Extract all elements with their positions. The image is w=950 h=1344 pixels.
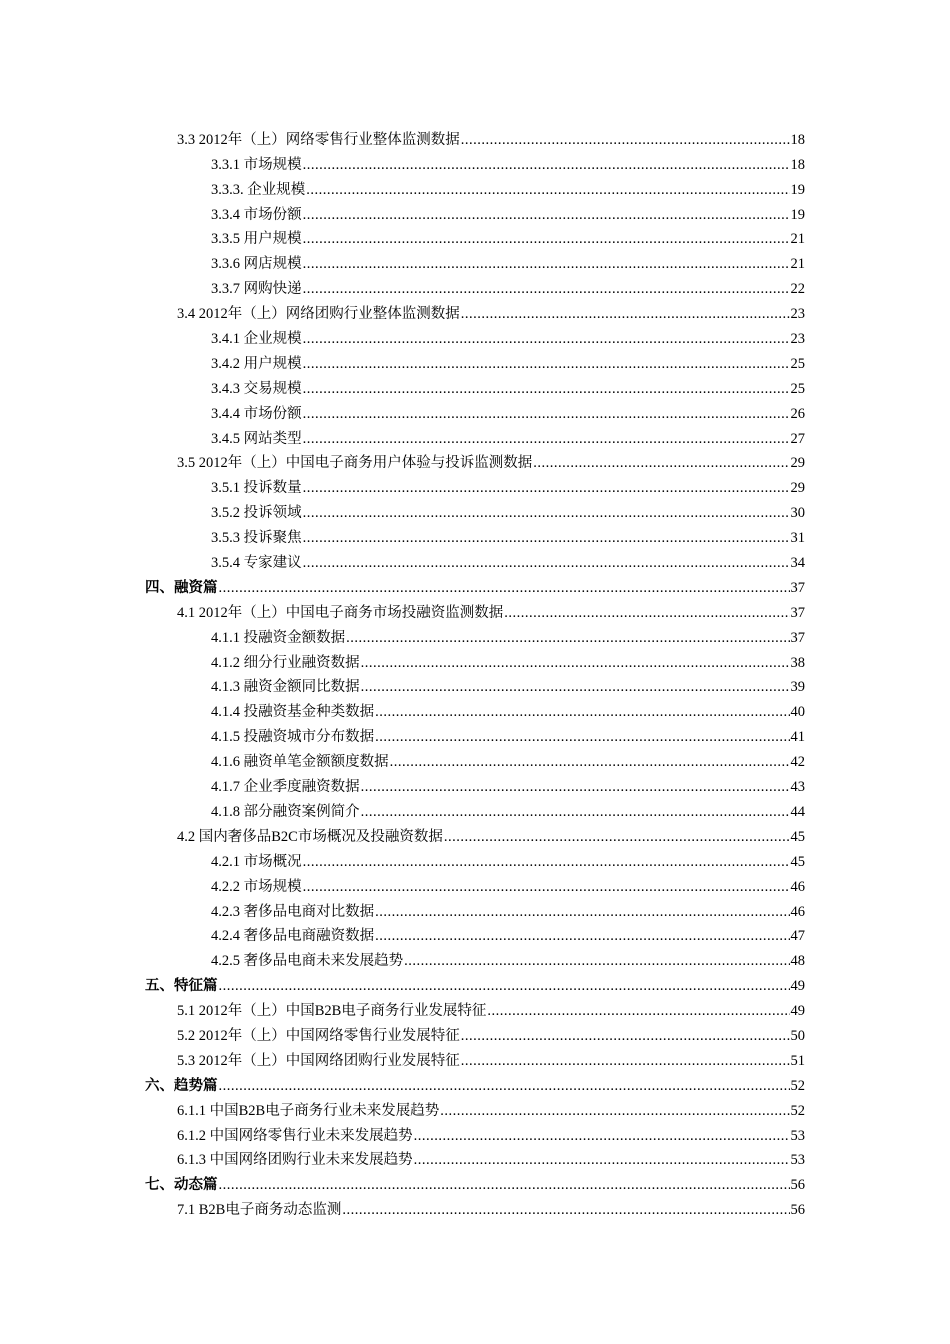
dot-leader xyxy=(303,380,790,398)
toc-entry-title: 4.1.7 企业季度融资数据 xyxy=(211,779,360,796)
toc-page-number: 19 xyxy=(790,181,805,198)
toc-entry-title: 7.1 B2B电子商务动态监测 xyxy=(177,1202,342,1219)
toc-page-number: 25 xyxy=(790,355,805,372)
toc-entry-title: 4.1.2 细分行业融资数据 xyxy=(211,654,360,671)
dot-leader xyxy=(219,579,790,597)
toc-entry-title: 4.1.4 投融资基金种类数据 xyxy=(211,704,375,721)
toc-page-number: 49 xyxy=(790,978,805,995)
dot-leader xyxy=(303,853,790,871)
toc-entry[interactable] xyxy=(0,149,950,174)
toc-entry-title: 4.2.4 奢侈品电商融资数据 xyxy=(211,928,375,945)
toc-entry[interactable] xyxy=(0,921,950,946)
toc-page-number: 51 xyxy=(790,1052,805,1069)
toc-page-number: 46 xyxy=(790,903,805,920)
dot-leader xyxy=(375,728,789,746)
toc-entry[interactable] xyxy=(0,647,950,672)
toc-entry[interactable] xyxy=(0,273,950,298)
dot-leader xyxy=(303,479,790,497)
dot-leader xyxy=(361,803,790,821)
dot-leader xyxy=(461,305,790,323)
dot-leader xyxy=(219,977,790,995)
toc-entry[interactable] xyxy=(0,1169,950,1194)
dot-leader xyxy=(303,255,790,273)
toc-entry-title: 3.5.2 投诉领域 xyxy=(211,505,302,522)
toc-entry[interactable] xyxy=(0,622,950,647)
toc-entry[interactable] xyxy=(0,174,950,199)
toc-entry[interactable] xyxy=(0,1145,950,1170)
toc-page-number: 52 xyxy=(790,1102,805,1119)
toc-entry[interactable] xyxy=(0,696,950,721)
toc-page-number: 38 xyxy=(790,654,805,671)
dot-leader xyxy=(361,778,790,796)
toc-entry-title: 6.1.2 中国网络零售行业未来发展趋势 xyxy=(177,1127,413,1144)
toc-entry-title: 3.3 2012年（上）网络零售行业整体监测数据 xyxy=(177,131,460,148)
toc-entry-title: 四、融资篇 xyxy=(145,579,218,596)
toc-page-number: 53 xyxy=(790,1152,805,1169)
dot-leader xyxy=(390,753,790,771)
dot-leader xyxy=(303,330,790,348)
toc-entry[interactable] xyxy=(0,497,950,522)
toc-entry[interactable] xyxy=(0,423,950,448)
toc-entry[interactable] xyxy=(0,472,950,497)
toc-entry-title: 3.4.1 企业规模 xyxy=(211,331,302,348)
toc-page-number: 29 xyxy=(790,480,805,497)
toc-entry[interactable] xyxy=(0,298,950,323)
toc-entry-title: 3.3.5 用户规模 xyxy=(211,231,302,248)
toc-entry-title: 4.2.5 奢侈品电商未来发展趋势 xyxy=(211,953,404,970)
toc-entry[interactable] xyxy=(0,597,950,622)
toc-page-number: 37 xyxy=(790,579,805,596)
toc-page-number: 37 xyxy=(790,604,805,621)
toc-page-number: 23 xyxy=(790,306,805,323)
toc-entry[interactable] xyxy=(0,821,950,846)
toc-entry-title: 6.1.1 中国B2B电子商务行业未来发展趋势 xyxy=(177,1102,440,1119)
toc-page-number: 22 xyxy=(790,281,805,298)
dot-leader xyxy=(303,405,790,423)
toc-page-number: 44 xyxy=(790,803,805,820)
dot-leader xyxy=(375,903,789,921)
toc-entry-title: 5.2 2012年（上）中国网络零售行业发展特征 xyxy=(177,1027,460,1044)
toc-page-number: 34 xyxy=(790,555,805,572)
dot-leader xyxy=(487,1002,789,1020)
table-of-contents xyxy=(0,124,950,1219)
toc-entry[interactable] xyxy=(0,672,950,697)
dot-leader xyxy=(504,604,789,622)
toc-entry[interactable] xyxy=(0,248,950,273)
toc-entry-title: 3.3.3. 企业规模 xyxy=(211,181,306,198)
toc-entry-title: 4.1.8 部分融资案例简介 xyxy=(211,803,360,820)
toc-page-number: 39 xyxy=(790,679,805,696)
toc-entry-title: 5.1 2012年（上）中国B2B电子商务行业发展特征 xyxy=(177,1003,487,1020)
toc-entry[interactable] xyxy=(0,1194,950,1219)
toc-entry[interactable] xyxy=(0,323,950,348)
toc-entry-title: 3.4.5 网站类型 xyxy=(211,430,302,447)
toc-entry[interactable] xyxy=(0,846,950,871)
toc-entry-title: 七、动态篇 xyxy=(145,1177,218,1194)
toc-page-number: 26 xyxy=(790,405,805,422)
toc-page-number: 30 xyxy=(790,505,805,522)
toc-entry-title: 3.3.7 网购快递 xyxy=(211,281,302,298)
toc-entry[interactable] xyxy=(0,522,950,547)
toc-page-number: 56 xyxy=(790,1177,805,1194)
toc-entry[interactable] xyxy=(0,721,950,746)
dot-leader xyxy=(303,206,790,224)
toc-entry[interactable] xyxy=(0,1095,950,1120)
toc-entry-title: 3.5.3 投诉聚焦 xyxy=(211,530,302,547)
toc-page-number: 21 xyxy=(790,231,805,248)
dot-leader xyxy=(444,828,790,846)
toc-page-number: 50 xyxy=(790,1027,805,1044)
dot-leader xyxy=(414,1151,790,1169)
dot-leader xyxy=(440,1102,789,1120)
toc-entry[interactable] xyxy=(0,945,950,970)
toc-entry-title: 4.1.5 投融资城市分布数据 xyxy=(211,729,375,746)
dot-leader xyxy=(306,181,789,199)
toc-entry-title: 5.3 2012年（上）中国网络团购行业发展特征 xyxy=(177,1052,460,1069)
toc-entry-title: 3.4.3 交易规模 xyxy=(211,380,302,397)
dot-leader xyxy=(342,1201,789,1219)
dot-leader xyxy=(303,230,790,248)
dot-leader xyxy=(219,1077,790,1095)
toc-page-number: 42 xyxy=(790,754,805,771)
toc-entry[interactable] xyxy=(0,1120,950,1145)
toc-entry-title: 4.2 国内奢侈品B2C市场概况及投融资数据 xyxy=(177,828,443,845)
toc-entry-title: 五、特征篇 xyxy=(145,978,218,995)
toc-entry[interactable] xyxy=(0,1045,950,1070)
toc-entry-title: 4.1.3 融资金额同比数据 xyxy=(211,679,360,696)
dot-leader xyxy=(533,454,789,472)
toc-page-number: 29 xyxy=(790,455,805,472)
toc-page-number: 25 xyxy=(790,380,805,397)
toc-entry[interactable] xyxy=(0,547,950,572)
toc-page-number: 56 xyxy=(790,1202,805,1219)
dot-leader xyxy=(303,504,790,522)
toc-entry-title: 3.3.4 市场份额 xyxy=(211,206,302,223)
dot-leader xyxy=(219,1176,790,1194)
toc-entry-title: 4.1.1 投融资金额数据 xyxy=(211,629,346,646)
dot-leader xyxy=(375,927,789,945)
toc-entry-title: 3.3.1 市场规模 xyxy=(211,156,302,173)
toc-page-number: 21 xyxy=(790,256,805,273)
toc-page-number: 46 xyxy=(790,878,805,895)
dot-leader xyxy=(461,1052,790,1070)
toc-entry-title: 3.4.4 市场份额 xyxy=(211,405,302,422)
toc-entry[interactable] xyxy=(0,572,950,597)
toc-entry[interactable] xyxy=(0,796,950,821)
toc-page-number: 49 xyxy=(790,1003,805,1020)
toc-entry[interactable] xyxy=(0,398,950,423)
toc-entry-title: 3.3.6 网店规模 xyxy=(211,256,302,273)
dot-leader xyxy=(461,1027,790,1045)
toc-page-number: 41 xyxy=(790,729,805,746)
toc-entry[interactable] xyxy=(0,448,950,473)
toc-entry[interactable] xyxy=(0,771,950,796)
toc-entry[interactable] xyxy=(0,1020,950,1045)
toc-page-number: 27 xyxy=(790,430,805,447)
dot-leader xyxy=(303,156,790,174)
toc-page-number: 18 xyxy=(790,156,805,173)
dot-leader xyxy=(361,654,790,672)
toc-entry[interactable] xyxy=(0,1070,950,1095)
toc-entry-title: 3.5.1 投诉数量 xyxy=(211,480,302,497)
dot-leader xyxy=(404,952,789,970)
toc-page-number: 31 xyxy=(790,530,805,547)
toc-page-number: 43 xyxy=(790,779,805,796)
toc-entry[interactable] xyxy=(0,970,950,995)
toc-page-number: 52 xyxy=(790,1077,805,1094)
toc-entry-title: 3.5.4 专家建议 xyxy=(211,555,302,572)
toc-entry-title: 4.1.6 融资单笔金额额度数据 xyxy=(211,754,389,771)
dot-leader xyxy=(303,529,790,547)
toc-entry-title: 六、趋势篇 xyxy=(145,1077,218,1094)
toc-entry-title: 3.4.2 用户规模 xyxy=(211,355,302,372)
dot-leader xyxy=(461,131,790,149)
toc-page-number: 23 xyxy=(790,331,805,348)
toc-entry[interactable] xyxy=(0,746,950,771)
dot-leader xyxy=(303,554,790,572)
toc-entry-title: 3.4 2012年（上）网络团购行业整体监测数据 xyxy=(177,306,460,323)
toc-page-number: 45 xyxy=(790,853,805,870)
dot-leader xyxy=(346,629,789,647)
toc-entry-title: 4.2.1 市场概况 xyxy=(211,853,302,870)
dot-leader xyxy=(375,703,789,721)
toc-entry-title: 3.5 2012年（上）中国电子商务用户体验与投诉监测数据 xyxy=(177,455,533,472)
toc-page-number: 40 xyxy=(790,704,805,721)
toc-page-number: 37 xyxy=(790,629,805,646)
dot-leader xyxy=(303,878,790,896)
toc-entry-title: 4.2.3 奢侈品电商对比数据 xyxy=(211,903,375,920)
dot-leader xyxy=(303,280,790,298)
toc-entry[interactable] xyxy=(0,199,950,224)
toc-entry[interactable] xyxy=(0,995,950,1020)
toc-page-number: 47 xyxy=(790,928,805,945)
toc-entry[interactable] xyxy=(0,871,950,896)
toc-page-number: 18 xyxy=(790,131,805,148)
toc-entry[interactable] xyxy=(0,348,950,373)
toc-page-number: 48 xyxy=(790,953,805,970)
dot-leader xyxy=(361,678,790,696)
toc-entry-title: 6.1.3 中国网络团购行业未来发展趋势 xyxy=(177,1152,413,1169)
toc-page-number: 53 xyxy=(790,1127,805,1144)
dot-leader xyxy=(414,1127,790,1145)
toc-entry[interactable] xyxy=(0,224,950,249)
toc-entry-title: 4.1 2012年（上）中国电子商务市场投融资监测数据 xyxy=(177,604,504,621)
dot-leader xyxy=(303,355,790,373)
dot-leader xyxy=(303,430,790,448)
toc-page-number: 45 xyxy=(790,828,805,845)
toc-page-number: 19 xyxy=(790,206,805,223)
toc-entry[interactable] xyxy=(0,124,950,149)
toc-entry[interactable] xyxy=(0,896,950,921)
toc-entry[interactable] xyxy=(0,373,950,398)
toc-entry-title: 4.2.2 市场规模 xyxy=(211,878,302,895)
